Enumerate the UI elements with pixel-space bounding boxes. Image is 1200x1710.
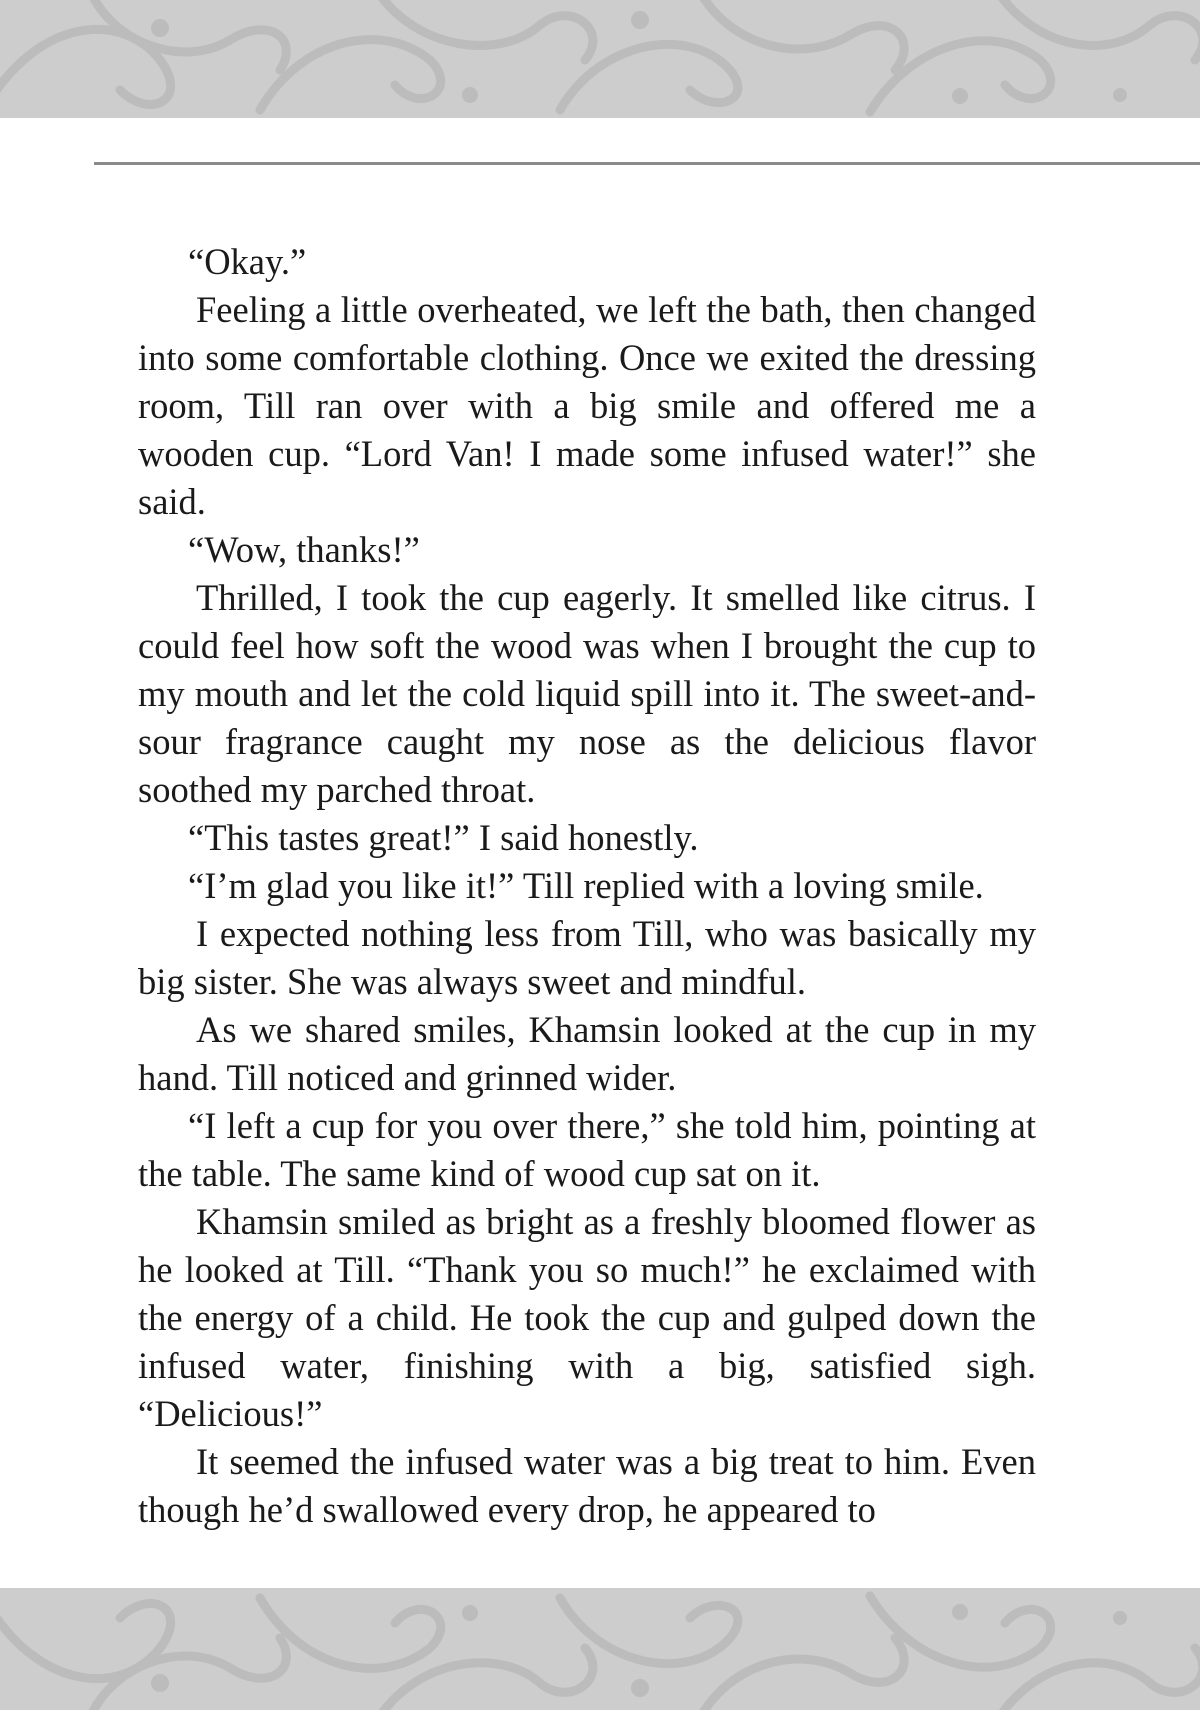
paragraph: Khamsin smiled as bright as a freshly bloomed flower as he looked at Till. “Thank you so much!” he exclaimed with the energy of a child. He took the cup and gulped down the infused water, finishing with a big, satisfied sigh. “Delicious!” — [138, 1201, 1036, 1434]
paragraph: As we shared smiles, Khamsin looked at the cup in my hand. Till noticed and grinned wider. — [138, 1009, 1036, 1098]
paragraph: “This tastes great!” I said honestly. — [188, 817, 699, 858]
floral-ornament-bottom — [0, 1588, 1200, 1710]
bottom-ornamental-band — [0, 1588, 1200, 1710]
floral-ornament-top — [0, 0, 1200, 118]
top-ornamental-band — [0, 0, 1200, 118]
paragraph: “I left a cup for you over there,” she told him, pointing at the table. The same kind of wood cup sat on it. — [138, 1105, 1036, 1194]
header-rule — [94, 162, 1200, 165]
paragraph: “Wow, thanks!” — [188, 529, 420, 570]
paragraph: “I’m glad you like it!” Till replied with a loving smile. — [188, 865, 984, 906]
paragraph: It seemed the infused water was a big treat to him. Even though he’d swallowed every drop, he appeared to — [138, 1441, 1036, 1530]
paragraph: “Okay.” — [188, 241, 307, 282]
paragraph: Thrilled, I took the cup eagerly. It smelled like citrus. I could feel how soft the wood was when I brought the cup to my mouth and let the cold liquid spill into it. The sweet-and-sour fragrance caught my nose as the delicious flavor soothed my parched throat. — [138, 577, 1036, 810]
paragraph: I expected nothing less from Till, who was basically my big sister. She was always sweet and mindful. — [138, 913, 1036, 1002]
page-text — [138, 238, 1036, 1534]
paragraph: Feeling a little overheated, we left the bath, then changed into some comfortable clothing. Once we exited the dressing room, Till ran over with a big smile and offered me a wooden cup. “Lord Van! I made some infused water!” she said. — [138, 289, 1036, 522]
